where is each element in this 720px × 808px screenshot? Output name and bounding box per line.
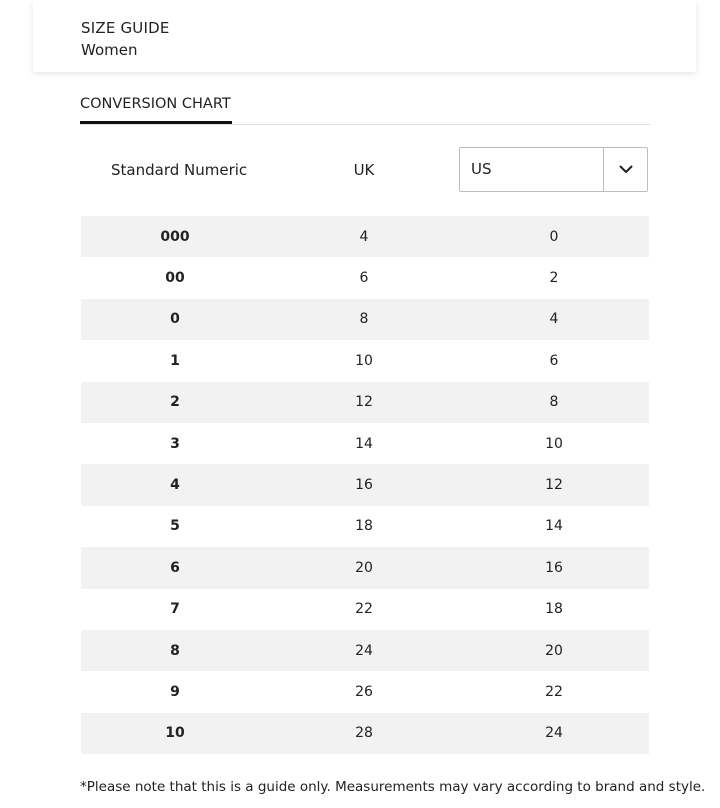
table-row [81, 713, 649, 754]
cell-us: 22 [545, 683, 563, 700]
size-guide-title: SIZE GUIDE [81, 19, 170, 37]
cell-standard-numeric: 10 [165, 725, 185, 742]
table-row [81, 506, 649, 547]
cell-standard-numeric: 4 [170, 477, 180, 494]
cell-standard-numeric: 2 [170, 394, 180, 411]
region-size-select-value: US [471, 160, 492, 178]
table-row [81, 589, 649, 630]
cell-uk: 6 [359, 270, 369, 287]
tab-conversion-chart[interactable]: CONVERSION CHART [80, 94, 232, 124]
table-row [81, 423, 649, 464]
size-guide-header [33, 0, 696, 72]
table-row [81, 382, 649, 423]
cell-standard-numeric: 5 [170, 518, 180, 535]
cell-us: 20 [545, 642, 563, 659]
cell-us: 24 [545, 725, 563, 742]
cell-standard-numeric: 6 [170, 559, 180, 576]
cell-standard-numeric: 9 [170, 683, 180, 700]
table-row [81, 299, 649, 340]
table-row [81, 671, 649, 712]
chevron-down-icon[interactable] [604, 148, 647, 191]
column-header-standard-numeric: Standard Numeric [111, 161, 248, 179]
cell-us: 12 [545, 477, 563, 494]
cell-us: 8 [549, 394, 559, 411]
cell-standard-numeric: 0 [170, 311, 180, 328]
table-row [81, 257, 649, 298]
region-size-select[interactable] [459, 147, 648, 192]
cell-us: 0 [549, 228, 559, 245]
cell-us: 4 [549, 311, 559, 328]
cell-uk: 16 [355, 477, 373, 494]
cell-uk: 10 [355, 352, 373, 369]
table-row [81, 464, 649, 505]
cell-us: 16 [545, 559, 563, 576]
table-row [81, 547, 649, 588]
table-row [81, 340, 649, 381]
cell-uk: 8 [359, 311, 369, 328]
cell-uk: 4 [359, 228, 369, 245]
cell-standard-numeric: 7 [170, 601, 180, 618]
cell-uk: 24 [355, 642, 373, 659]
cell-standard-numeric: 1 [170, 352, 180, 369]
cell-us: 14 [545, 518, 563, 535]
column-header-uk: UK [353, 161, 375, 179]
cell-standard-numeric: 000 [160, 228, 190, 245]
cell-uk: 18 [355, 518, 373, 535]
cell-standard-numeric: 00 [165, 270, 185, 287]
footnote-disclaimer: *Please note that this is a guide only. Measurements may vary according to brand and style. [80, 779, 706, 795]
cell-uk: 26 [355, 683, 373, 700]
cell-uk: 28 [355, 725, 373, 742]
cell-us: 2 [549, 270, 559, 287]
chevron-down-glyph [619, 165, 633, 174]
table-row [81, 216, 649, 257]
conversion-table [81, 216, 649, 754]
cell-us: 6 [549, 352, 559, 369]
cell-uk: 12 [355, 394, 373, 411]
cell-uk: 14 [355, 435, 373, 452]
size-guide-category: Women [81, 41, 138, 59]
cell-standard-numeric: 3 [170, 435, 180, 452]
cell-uk: 22 [355, 601, 373, 618]
cell-standard-numeric: 8 [170, 642, 180, 659]
table-row [81, 630, 649, 671]
cell-us: 10 [545, 435, 563, 452]
cell-uk: 20 [355, 559, 373, 576]
cell-us: 18 [545, 601, 563, 618]
tab-bar [80, 94, 650, 125]
